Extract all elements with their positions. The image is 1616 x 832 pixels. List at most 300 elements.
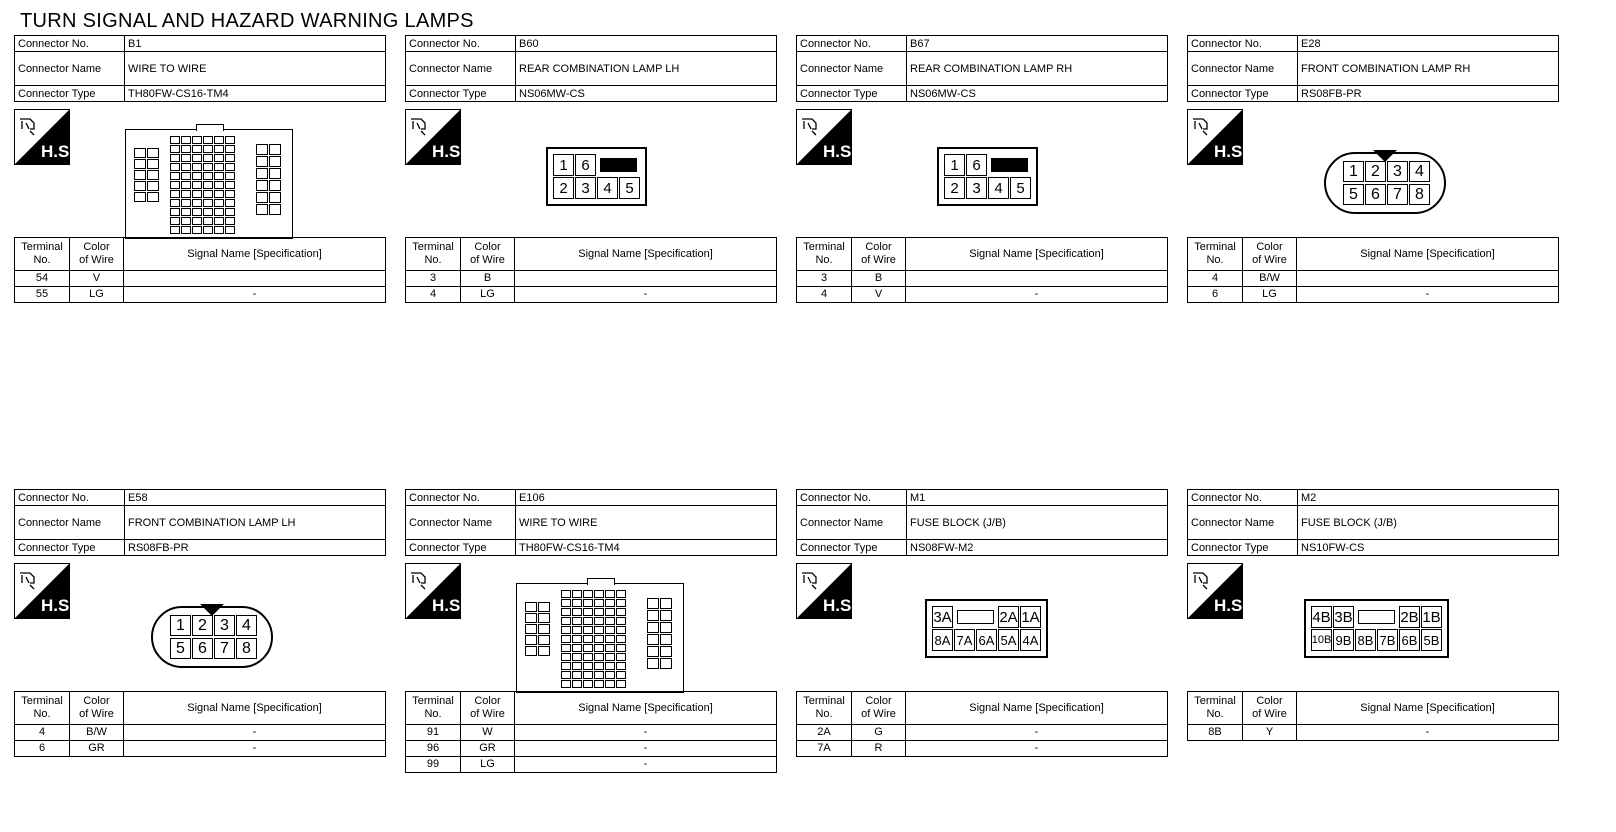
pin-cavity <box>256 144 268 155</box>
pin-cavity <box>214 217 224 225</box>
pin: 2 <box>944 177 965 199</box>
pin-cavity <box>525 646 537 656</box>
pin-cavity <box>538 613 550 623</box>
signal-name: - <box>906 725 1168 741</box>
pin-cavity <box>225 208 235 216</box>
hs-harness-side-icon <box>1187 563 1248 619</box>
pin: 4B <box>1311 606 1332 628</box>
pin-cavity <box>605 590 615 598</box>
pin-cavity <box>616 608 626 616</box>
pin-cavity <box>214 226 224 234</box>
terminal-row <box>1188 725 1559 741</box>
connector-latch <box>196 124 224 131</box>
color-of-wire-header: Color of Wire <box>70 692 124 725</box>
terminal-no: 55 <box>15 287 70 303</box>
connector-panel-e28 <box>1187 35 1559 300</box>
connector-name-value: FRONT COMBINATION LAMP RH <box>1298 52 1559 86</box>
connector-name-label: Connector Name <box>406 506 516 540</box>
pin-cavity <box>225 190 235 198</box>
color-of-wire-header: Color of Wire <box>461 238 515 271</box>
wire-color: R <box>852 741 906 757</box>
pin-cavity <box>181 190 191 198</box>
pin-cavity <box>647 646 659 657</box>
pin-cavity <box>616 644 626 652</box>
pin-cavity <box>203 172 213 180</box>
connector-type-value: TH80FW-CS16-TM4 <box>125 86 386 102</box>
pin: 1 <box>170 615 191 636</box>
hs-harness-side-icon <box>14 109 75 165</box>
signal-name: - <box>124 725 386 741</box>
pin: 3A <box>932 606 953 628</box>
signal-name-header: Signal Name [Specification] <box>1297 238 1559 271</box>
pin-cavity <box>134 170 146 180</box>
pin-cavity <box>647 610 659 621</box>
pin-cavity <box>605 644 615 652</box>
pin-cavity <box>538 646 550 656</box>
pin: 8 <box>236 638 257 659</box>
pin: 6A <box>976 629 997 651</box>
connector-no-value: E106 <box>516 490 777 506</box>
connector-info-table <box>796 35 1168 102</box>
hs-label: H.S. <box>823 142 857 161</box>
pin-cavity <box>616 662 626 670</box>
connector-name-value: FUSE BLOCK (J/B) <box>1298 506 1559 540</box>
pin: 6B <box>1399 629 1420 651</box>
terminal-no: 4 <box>406 287 461 303</box>
connector-panel-e106 <box>405 489 777 770</box>
pin-cavity <box>225 199 235 207</box>
connector-face <box>1304 599 1449 658</box>
terminal-no-header: Terminal No. <box>406 692 461 725</box>
terminal-no: 4 <box>797 287 852 303</box>
pin-cavity <box>225 181 235 189</box>
signal-name: - <box>124 287 386 303</box>
pin-cavity <box>572 644 582 652</box>
pin-cavity <box>660 610 672 621</box>
terminal-no: 6 <box>15 741 70 757</box>
connector-face-80pin <box>516 583 684 693</box>
pin-cavity <box>181 145 191 153</box>
connector-no-label: Connector No. <box>15 490 125 506</box>
pin-cavity <box>583 680 593 688</box>
pin-cavity <box>594 653 604 661</box>
connector-type-value: TH80FW-CS16-TM4 <box>516 540 777 556</box>
pin-cavity <box>256 180 268 191</box>
connector-info-table <box>1187 489 1559 556</box>
pin-cavity <box>561 671 571 679</box>
wire-color: GR <box>70 741 124 757</box>
wire-color: W <box>461 725 515 741</box>
pin-grid <box>647 598 672 669</box>
pin-cavity <box>134 159 146 169</box>
pin: 8A <box>932 629 953 651</box>
terminal-no: 6 <box>1188 287 1243 303</box>
pin: 5 <box>619 177 640 199</box>
connector-no-label: Connector No. <box>797 36 907 52</box>
pin-cavity <box>538 624 550 634</box>
signal-name <box>906 271 1168 287</box>
hs-label: H.S. <box>1214 596 1248 615</box>
terminal-table <box>796 237 1168 303</box>
pin-cavity <box>214 145 224 153</box>
connector-info-table <box>405 489 777 556</box>
connector-panel-m1 <box>796 489 1168 754</box>
connector-no-value: M2 <box>1298 490 1559 506</box>
connector-name-label: Connector Name <box>406 52 516 86</box>
signal-name-header: Signal Name [Specification] <box>906 238 1168 271</box>
connector-type-value: NS06MW-CS <box>907 86 1168 102</box>
connector-name-value: WIRE TO WIRE <box>125 52 386 86</box>
pin-cavity <box>170 208 180 216</box>
terminal-no: 7A <box>797 741 852 757</box>
pin-cavity <box>561 680 571 688</box>
pin-cavity <box>214 163 224 171</box>
pin-cavity <box>538 602 550 612</box>
pin-cavity <box>572 617 582 625</box>
pin-cavity <box>616 590 626 598</box>
pin-cavity <box>214 136 224 144</box>
terminal-no: 3 <box>797 271 852 287</box>
connector-type-label: Connector Type <box>1188 540 1298 556</box>
pin: 4 <box>236 615 257 636</box>
pin-cavity <box>147 159 159 169</box>
pin: 8 <box>1409 184 1430 205</box>
pin: 10B <box>1311 629 1332 651</box>
wire-color: Y <box>1243 725 1297 741</box>
color-of-wire-header: Color of Wire <box>1243 692 1297 725</box>
connector-info-table <box>14 35 386 102</box>
pin-cavity <box>594 617 604 625</box>
pin: 6 <box>192 638 213 659</box>
pin: 5 <box>170 638 191 659</box>
pin-cavity <box>192 208 202 216</box>
signal-name: - <box>906 287 1168 303</box>
pin-cavity <box>594 608 604 616</box>
pin-cavity <box>583 644 593 652</box>
pin-cavity <box>225 163 235 171</box>
pin-grid <box>525 602 550 656</box>
connector-type-value: NS06MW-CS <box>516 86 777 102</box>
wire-color: LG <box>1243 287 1297 303</box>
terminal-no: 3 <box>406 271 461 287</box>
pin: 1A <box>1020 606 1041 628</box>
pin-cavity <box>605 662 615 670</box>
pin-cavity <box>561 599 571 607</box>
wire-color: LG <box>70 287 124 303</box>
pin-cavity <box>605 671 615 679</box>
pin-cavity <box>583 662 593 670</box>
color-of-wire-header: Color of Wire <box>852 238 906 271</box>
connector-name-label: Connector Name <box>1188 506 1298 540</box>
wire-color: B <box>852 271 906 287</box>
pin: 1B <box>1421 606 1442 628</box>
pin-grid <box>561 590 626 688</box>
pin-cavity <box>583 671 593 679</box>
hs-harness-side-icon <box>405 109 466 165</box>
pin: 4 <box>988 177 1009 199</box>
pin-cavity <box>616 671 626 679</box>
color-of-wire-header: Color of Wire <box>70 238 124 271</box>
pin-cavity <box>269 156 281 167</box>
pin: 2A <box>998 606 1019 628</box>
pin: 3B <box>1333 606 1354 628</box>
pin-cavity <box>616 653 626 661</box>
terminal-row <box>406 287 777 303</box>
pin-cavity <box>660 598 672 609</box>
pin-cavity <box>647 658 659 669</box>
pin: 9B <box>1333 629 1354 651</box>
color-of-wire-header: Color of Wire <box>461 692 515 725</box>
connector-key <box>954 606 997 628</box>
pin-row-top <box>944 154 1031 176</box>
connector-name-value: WIRE TO WIRE <box>516 506 777 540</box>
pin-cavity <box>181 172 191 180</box>
pin-cavity <box>214 181 224 189</box>
pin-cavity <box>583 653 593 661</box>
pin-cavity <box>583 626 593 634</box>
hs-harness-side-icon <box>796 563 857 619</box>
pin-cavity <box>572 662 582 670</box>
pin-cavity <box>170 181 180 189</box>
terminal-row <box>797 725 1168 741</box>
connector-name-label: Connector Name <box>797 52 907 86</box>
pin-cavity <box>572 680 582 688</box>
terminal-row <box>797 287 1168 303</box>
signal-name: - <box>515 741 777 757</box>
connector-name-value: REAR COMBINATION LAMP RH <box>907 52 1168 86</box>
pin-cavity <box>594 590 604 598</box>
pin-cavity <box>616 626 626 634</box>
terminal-no: 54 <box>15 271 70 287</box>
pin-cavity <box>181 208 191 216</box>
pin-cavity <box>572 626 582 634</box>
pin-cavity <box>225 217 235 225</box>
connector-name-label: Connector Name <box>797 506 907 540</box>
connector-key <box>988 154 1031 176</box>
pin-cavity <box>170 217 180 225</box>
pin-cavity <box>561 617 571 625</box>
pin: 1 <box>553 154 574 176</box>
pin-cavity <box>647 598 659 609</box>
pin-cavity <box>203 145 213 153</box>
connector-info-table <box>14 489 386 556</box>
signal-name: - <box>906 741 1168 757</box>
pin-cavity <box>256 168 268 179</box>
pin-cavity <box>583 608 593 616</box>
pin-row <box>170 615 257 636</box>
pin-cavity <box>181 199 191 207</box>
connector-type-label: Connector Type <box>406 540 516 556</box>
wire-color: GR <box>461 741 515 757</box>
pin-cavity <box>214 199 224 207</box>
pin-cavity <box>225 172 235 180</box>
connector-no-value: B1 <box>125 36 386 52</box>
pin: 3 <box>1387 161 1408 182</box>
pin-row-bottom <box>1311 629 1442 651</box>
connector-name-value: FRONT COMBINATION LAMP LH <box>125 506 386 540</box>
page-title: TURN SIGNAL AND HAZARD WARNING LAMPS <box>20 10 474 32</box>
pin-cavity <box>594 671 604 679</box>
signal-name-header: Signal Name [Specification] <box>515 692 777 725</box>
pin-cavity <box>192 172 202 180</box>
signal-name-header: Signal Name [Specification] <box>906 692 1168 725</box>
connector-info-table <box>405 35 777 102</box>
connector-face-80pin <box>125 129 293 239</box>
pin-cavity <box>594 680 604 688</box>
connector-type-label: Connector Type <box>797 86 907 102</box>
pin-cavity <box>616 635 626 643</box>
pin-cavity <box>134 148 146 158</box>
connector-no-label: Connector No. <box>1188 490 1298 506</box>
pin: 4 <box>1409 161 1430 182</box>
terminal-no: 91 <box>406 725 461 741</box>
terminal-no-header: Terminal No. <box>1188 692 1243 725</box>
pin-cavity <box>605 599 615 607</box>
pin-cavity <box>583 599 593 607</box>
pin-cavity <box>203 208 213 216</box>
pin-cavity <box>605 626 615 634</box>
pin: 4A <box>1020 629 1041 651</box>
pin: 5A <box>998 629 1019 651</box>
pin: 8B <box>1355 629 1376 651</box>
pin-grid <box>134 148 159 202</box>
pin-cavity <box>561 644 571 652</box>
terminal-no-header: Terminal No. <box>15 238 70 271</box>
pin-grid <box>256 144 281 215</box>
signal-name: - <box>515 757 777 773</box>
color-of-wire-header: Color of Wire <box>852 692 906 725</box>
connector-key <box>597 154 640 176</box>
signal-name: - <box>124 741 386 757</box>
connector-no-value: B67 <box>907 36 1168 52</box>
terminal-row <box>406 741 777 757</box>
pin-cavity <box>561 653 571 661</box>
pin-cavity <box>269 168 281 179</box>
pin: 7A <box>954 629 975 651</box>
terminal-row <box>406 271 777 287</box>
terminal-row <box>1188 287 1559 303</box>
pin: 3 <box>966 177 987 199</box>
wire-color: B/W <box>70 725 124 741</box>
pin: 2 <box>553 177 574 199</box>
wire-color: B/W <box>1243 271 1297 287</box>
connector-no-label: Connector No. <box>15 36 125 52</box>
terminal-row <box>15 725 386 741</box>
connector-name-value: REAR COMBINATION LAMP LH <box>516 52 777 86</box>
hs-label: H.S. <box>41 142 75 161</box>
pin: 3 <box>214 615 235 636</box>
pin-cavity <box>214 208 224 216</box>
pin: 2B <box>1399 606 1420 628</box>
pin-cavity <box>572 599 582 607</box>
pin-cavity <box>594 626 604 634</box>
connector-panel-e58 <box>14 489 386 754</box>
pin-cavity <box>660 646 672 657</box>
terminal-row <box>406 757 777 773</box>
terminal-table <box>796 691 1168 757</box>
connector-no-value: E58 <box>125 490 386 506</box>
connector-type-label: Connector Type <box>15 540 125 556</box>
hs-label: H.S. <box>41 596 75 615</box>
pin-cavity <box>616 617 626 625</box>
pin-cavity <box>225 145 235 153</box>
pin-cavity <box>605 608 615 616</box>
pin-row <box>1343 184 1430 205</box>
hs-label: H.S. <box>823 596 857 615</box>
connector-no-label: Connector No. <box>797 490 907 506</box>
pin-cavity <box>192 190 202 198</box>
wire-color: G <box>852 725 906 741</box>
pin-cavity <box>269 144 281 155</box>
wire-color: LG <box>461 757 515 773</box>
pin-cavity <box>170 136 180 144</box>
pin: 5 <box>1343 184 1364 205</box>
pin-cavity <box>572 635 582 643</box>
pin-cavity <box>192 181 202 189</box>
signal-name: - <box>1297 725 1559 741</box>
terminal-row <box>15 287 386 303</box>
connector-type-label: Connector Type <box>406 86 516 102</box>
pin-cavity <box>647 634 659 645</box>
connector-name-label: Connector Name <box>15 506 125 540</box>
pin-cavity <box>203 154 213 162</box>
terminal-row <box>797 741 1168 757</box>
pin-cavity <box>605 617 615 625</box>
pin-cavity <box>181 154 191 162</box>
pin-cavity <box>256 204 268 215</box>
pin-row <box>170 638 257 659</box>
terminal-table <box>405 691 777 773</box>
color-of-wire-header: Color of Wire <box>1243 238 1297 271</box>
pin-cavity <box>660 634 672 645</box>
pin-cavity <box>147 192 159 202</box>
pin: 7 <box>1387 184 1408 205</box>
pin-cavity <box>660 658 672 669</box>
pin-cavity <box>605 680 615 688</box>
pin-cavity <box>203 163 213 171</box>
connector-name-label: Connector Name <box>1188 52 1298 86</box>
pin-cavity <box>170 190 180 198</box>
pin: 1 <box>1343 161 1364 182</box>
hs-label: H.S. <box>432 142 466 161</box>
connector-latch <box>587 578 615 585</box>
terminal-no: 4 <box>1188 271 1243 287</box>
pin-cavity <box>147 170 159 180</box>
pin-cavity <box>269 180 281 191</box>
wire-color: V <box>852 287 906 303</box>
pin-cavity <box>647 622 659 633</box>
connector-name-label: Connector Name <box>15 52 125 86</box>
pin-cavity <box>660 622 672 633</box>
pin-cavity <box>616 599 626 607</box>
pin-row-top <box>932 606 1041 628</box>
connector-info-table <box>1187 35 1559 102</box>
pin: 7B <box>1377 629 1398 651</box>
pin-cavity <box>192 226 202 234</box>
pin-cavity <box>192 163 202 171</box>
pin-row-top <box>553 154 640 176</box>
pin-cavity <box>203 217 213 225</box>
pin-cavity <box>256 192 268 203</box>
pin-cavity <box>525 613 537 623</box>
terminal-row <box>15 741 386 757</box>
connector-no-value: E28 <box>1298 36 1559 52</box>
terminal-row <box>15 271 386 287</box>
terminal-table <box>14 691 386 757</box>
pin: 3 <box>575 177 596 199</box>
pin-cavity <box>147 181 159 191</box>
pin-cavity <box>594 635 604 643</box>
